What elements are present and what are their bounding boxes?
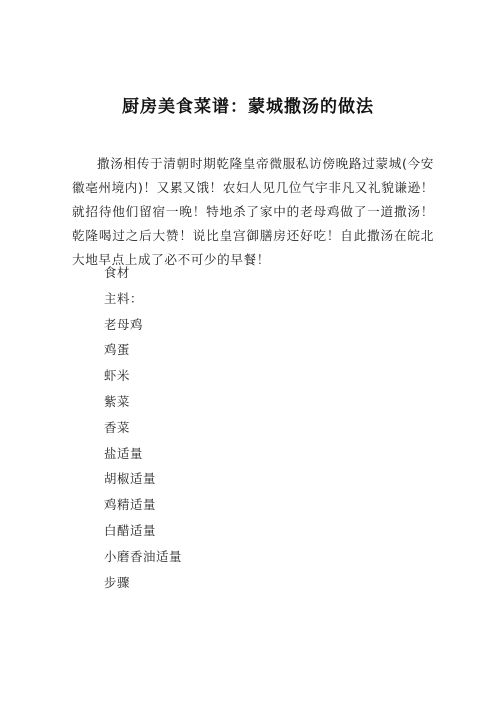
list-item: 香菜 — [104, 419, 130, 435]
list-item: 老母鸡 — [104, 316, 143, 332]
section-heading-ingredients: 食材 — [104, 265, 130, 280]
list-item: 鸡蛋 — [104, 342, 130, 358]
list-item: 小磨香油适量 — [104, 548, 182, 564]
recipe-list — [104, 260, 182, 595]
page-title: 厨房美食菜谱：蒙城撒汤的做法 — [122, 97, 374, 117]
section-heading-steps: 步骤 — [104, 574, 130, 590]
list-item: 鸡精适量 — [104, 497, 156, 513]
list-item: 胡椒适量 — [104, 471, 156, 487]
section-subheading-main-ingredients: 主料： — [104, 290, 143, 306]
list-item: 盐适量 — [104, 445, 143, 461]
list-item: 虾米 — [104, 368, 130, 384]
list-item: 白醋适量 — [104, 522, 156, 538]
list-item: 紫菜 — [104, 393, 130, 409]
intro-paragraph: 撒汤相传于清朝时期乾隆皇帝微服私访傍晚路过蒙城(今安徽亳州境内)！又累又饿！农妇人见几位气宇非凡又礼貌谦逊！就招待他们留宿一晚！特地杀了家中的老母鸡做了一道撒汤！乾隆喝过之后大赞！说比皇宫御膳房还好吃！自此撒汤在皖北大地早点上成了必不可少的早餐！ — [72, 156, 434, 267]
